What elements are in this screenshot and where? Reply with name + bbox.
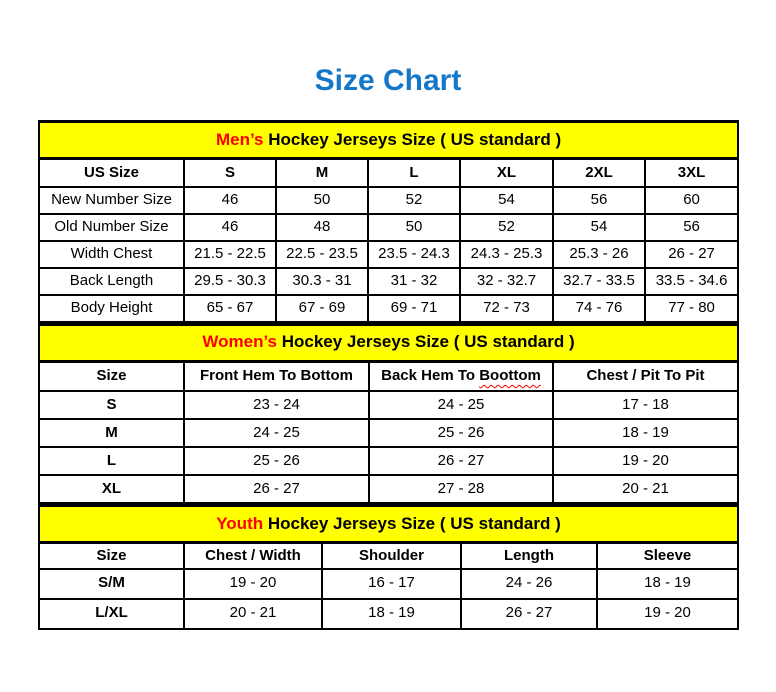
column-header: US Size [39,159,184,187]
youth-section-title [39,506,738,543]
table-cell: 65 - 67 [184,295,276,322]
table-cell: 60 [645,187,738,214]
row-label: L [39,447,184,475]
table-cell: 19 - 20 [184,569,322,599]
table-cell: 26 - 27 [184,475,369,503]
row-label: Old Number Size [39,214,184,241]
womens-column-header-row [39,361,738,391]
womens-section-header-row [39,324,738,361]
table-cell: 19 - 20 [553,447,738,475]
table-cell: 23 - 24 [184,391,369,419]
table-cell: 17 - 18 [553,391,738,419]
table-cell: 20 - 21 [184,599,322,629]
table-cell: 20 - 21 [553,475,738,503]
column-header: 2XL [553,159,645,187]
column-header: Chest / Width [184,543,322,569]
table-cell: 26 - 27 [645,241,738,268]
table-row [39,569,738,599]
row-label: Width Chest [39,241,184,268]
table-row [39,295,738,322]
table-cell: 32.7 - 33.5 [553,268,645,295]
table-cell: 50 [368,214,460,241]
row-label: S/M [39,569,184,599]
column-header: Size [39,361,184,391]
table-cell: 25 - 26 [184,447,369,475]
table-cell: 16 - 17 [322,569,461,599]
table-cell: 18 - 19 [553,419,738,447]
womens-title-accent: Women’s [202,332,277,352]
column-header: Front Hem To Bottom [184,361,369,391]
table-cell: 30.3 - 31 [276,268,368,295]
table-cell: 50 [276,187,368,214]
table-row [39,241,738,268]
table-row [39,447,738,475]
youth-section-header-row [39,506,738,543]
column-header: Size [39,543,184,569]
row-label: Body Height [39,295,184,322]
youth-title-rest: Hockey Jerseys Size ( US standard ) [263,513,561,533]
column-header: Chest / Pit To Pit [553,361,738,391]
table-cell: 21.5 - 22.5 [184,241,276,268]
mens-section-header-row [39,122,738,159]
table-cell: 52 [460,214,553,241]
table-cell: 31 - 32 [368,268,460,295]
table-cell: 56 [645,214,738,241]
mens-section-title [39,122,738,159]
table-cell: 74 - 76 [553,295,645,322]
youth-column-header-row [39,543,738,569]
size-chart-tables [38,120,737,630]
table-cell: 54 [553,214,645,241]
column-header: L [368,159,460,187]
row-label: M [39,419,184,447]
table-row [39,599,738,629]
column-header: Sleeve [597,543,738,569]
table-cell: 27 - 28 [369,475,553,503]
womens-size-table [38,323,739,505]
table-cell: 24 - 26 [461,569,597,599]
row-label: New Number Size [39,187,184,214]
mens-column-header-row [39,159,738,187]
column-header: 3XL [645,159,738,187]
row-label: L/XL [39,599,184,629]
column-header-misspelled: Back Hem To Boottom [369,361,553,391]
column-header: Length [461,543,597,569]
table-cell: 32 - 32.7 [460,268,553,295]
table-cell: 25 - 26 [369,419,553,447]
row-label: S [39,391,184,419]
table-cell: 69 - 71 [368,295,460,322]
table-cell: 72 - 73 [460,295,553,322]
page-title: Size Chart [314,64,462,97]
table-cell: 18 - 19 [322,599,461,629]
table-cell: 24 - 25 [369,391,553,419]
table-cell: 56 [553,187,645,214]
table-row [39,419,738,447]
table-cell: 25.3 - 26 [553,241,645,268]
column-header: M [276,159,368,187]
table-row [39,187,738,214]
column-header: S [184,159,276,187]
table-cell: 22.5 - 23.5 [276,241,368,268]
table-cell: 26 - 27 [369,447,553,475]
table-cell: 29.5 - 30.3 [184,268,276,295]
spellcheck-underline-word: Boottom [479,367,541,384]
table-cell: 33.5 - 34.6 [645,268,738,295]
womens-title-rest: Hockey Jerseys Size ( US standard ) [277,332,575,352]
mens-title-accent: Men’s [215,129,264,149]
table-cell: 46 [184,214,276,241]
table-cell: 23.5 - 24.3 [368,241,460,268]
table-row [39,214,738,241]
table-cell: 67 - 69 [276,295,368,322]
table-cell: 48 [276,214,368,241]
table-cell: 77 - 80 [645,295,738,322]
table-cell: 54 [460,187,553,214]
mens-size-table [38,120,739,323]
table-cell: 52 [368,187,460,214]
table-cell: 19 - 20 [597,599,738,629]
youth-size-table [38,504,739,630]
mens-title-rest: Hockey Jerseys Size ( US standard ) [263,129,562,149]
table-row [39,391,738,419]
row-label: Back Length [39,268,184,295]
youth-title-accent: Youth [216,513,264,533]
table-cell: 46 [184,187,276,214]
table-row [39,475,738,503]
table-cell: 18 - 19 [597,569,738,599]
table-cell: 24 - 25 [184,419,369,447]
womens-section-title [39,324,738,361]
row-label: XL [39,475,184,503]
table-cell: 24.3 - 25.3 [460,241,553,268]
table-row [39,268,738,295]
column-header: XL [460,159,553,187]
table-cell: 26 - 27 [461,599,597,629]
column-header: Shoulder [322,543,461,569]
